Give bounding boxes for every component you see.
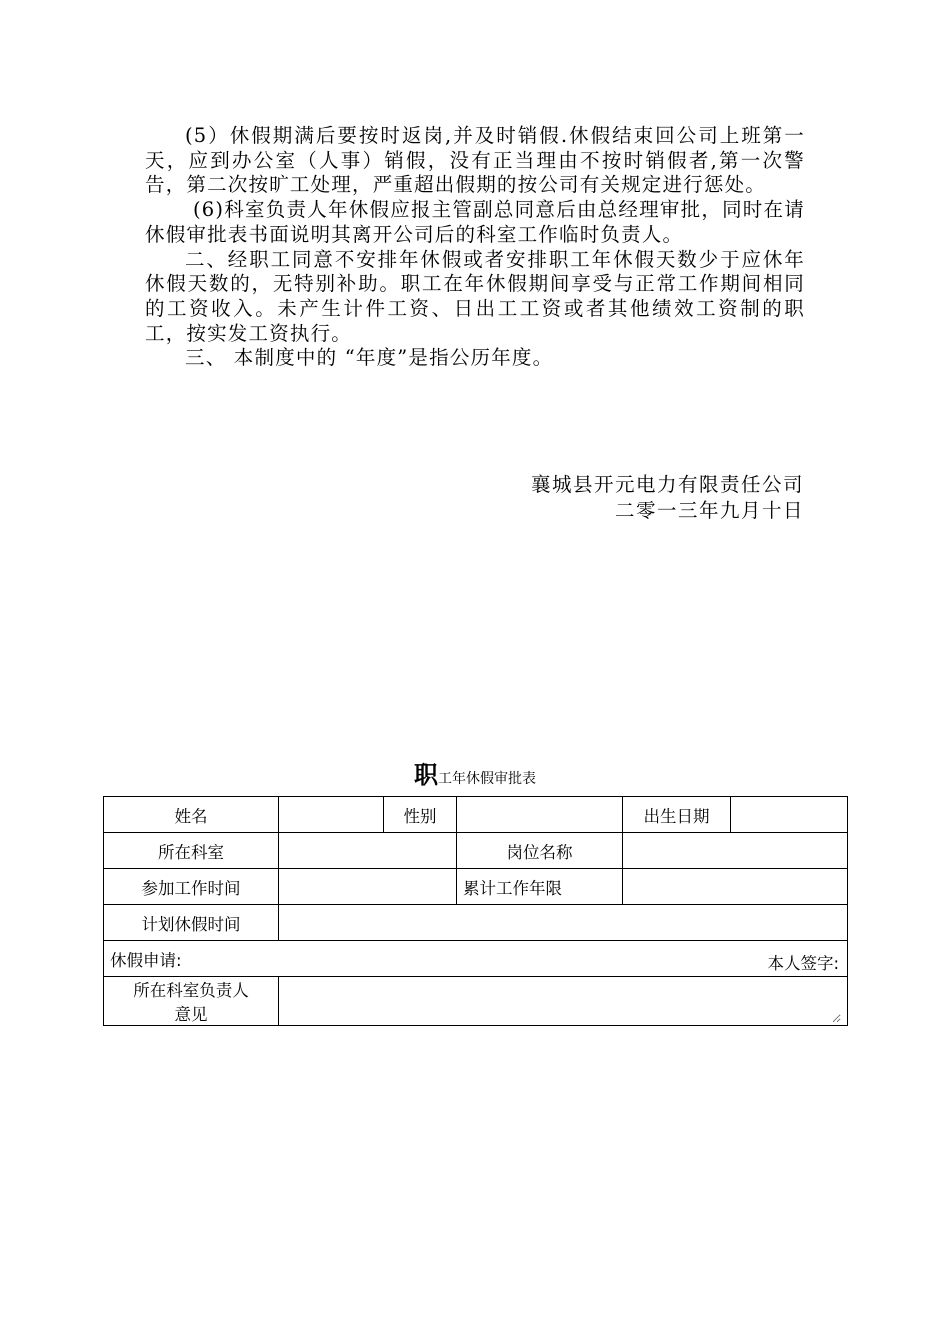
gender-label: 性别 [384, 797, 457, 833]
gender-field[interactable] [457, 797, 623, 833]
leave-approval-form [103, 796, 848, 1026]
table-row [104, 833, 848, 869]
paragraph-item-6: (6)科室负责人年休假应报主管副总同意后由总经理审批，同时在请休假审批表书面说明其离开公司后的科室工作临时负责人。 [145, 198, 805, 246]
document-body [145, 124, 805, 371]
work-years-field[interactable] [623, 869, 848, 905]
name-input[interactable] [285, 797, 377, 832]
start-work-field[interactable] [279, 869, 457, 905]
position-field[interactable] [623, 833, 848, 869]
department-head-opinion-label [104, 977, 279, 1026]
birth-date-field[interactable] [731, 797, 848, 833]
table-row [104, 797, 848, 833]
paragraph-section-two: 二、经职工同意不安排年休假或者安排职工年休假天数少于应休年休假天数的，无特别补助。职工在年休假期间享受与正常工作期间相同的工资收入。未产生计件工资、日出工工资或者其他绩效工资制的职工，按实发工资执行。 [145, 247, 805, 345]
form-title [0, 755, 950, 790]
department-input[interactable] [285, 833, 450, 868]
self-signature-label: 本人签字: [767, 954, 839, 973]
issue-date: 二零一三年九月十日 [614, 499, 804, 522]
gender-input[interactable] [463, 797, 616, 832]
table-row [104, 905, 848, 941]
table-row [104, 869, 848, 905]
work-years-label: 累计工作年限 [457, 869, 623, 905]
start-work-input[interactable] [285, 869, 450, 904]
leave-application-label: 休假申请: [110, 950, 182, 970]
opinion-label-line1: 所在科室负责人 [133, 981, 249, 1000]
table-row [104, 941, 848, 977]
table-row [104, 977, 848, 1026]
opinion-label-line2: 意见 [174, 1005, 208, 1024]
planned-leave-field[interactable] [279, 905, 848, 941]
birth-date-input[interactable] [737, 797, 841, 832]
leave-application-area[interactable] [104, 941, 848, 977]
signature-block [531, 472, 804, 524]
position-input[interactable] [629, 833, 841, 868]
department-label: 所在科室 [104, 833, 279, 869]
company-name: 襄城县开元电力有限责任公司 [530, 473, 804, 496]
form-title-first-char: 职 [414, 760, 438, 789]
name-field[interactable] [279, 797, 384, 833]
department-head-opinion-field[interactable] [279, 977, 848, 1026]
paragraph-section-three: 三、 本制度中的 “年度”是指公历年度。 [185, 346, 554, 370]
position-label: 岗位名称 [457, 833, 623, 869]
department-head-opinion-input[interactable] [285, 975, 841, 1023]
work-years-input[interactable] [629, 869, 841, 904]
start-work-label: 参加工作时间 [104, 869, 279, 905]
form-title-rest: 工年休假审批表 [438, 771, 536, 787]
planned-leave-input[interactable] [285, 905, 841, 940]
name-label: 姓名 [104, 797, 279, 833]
department-field[interactable] [279, 833, 457, 869]
paragraph-item-5: (5）休假期满后要按时返岗,并及时销假.休假结束回公司上班第一天，应到办公室（人事）销假，没有正当理由不按时销假者,第一次警告，第二次按旷工处理，严重超出假期的按公司有关规定进行惩处。 [145, 124, 805, 197]
birth-date-label: 出生日期 [623, 797, 731, 833]
planned-leave-label: 计划休假时间 [104, 905, 279, 941]
